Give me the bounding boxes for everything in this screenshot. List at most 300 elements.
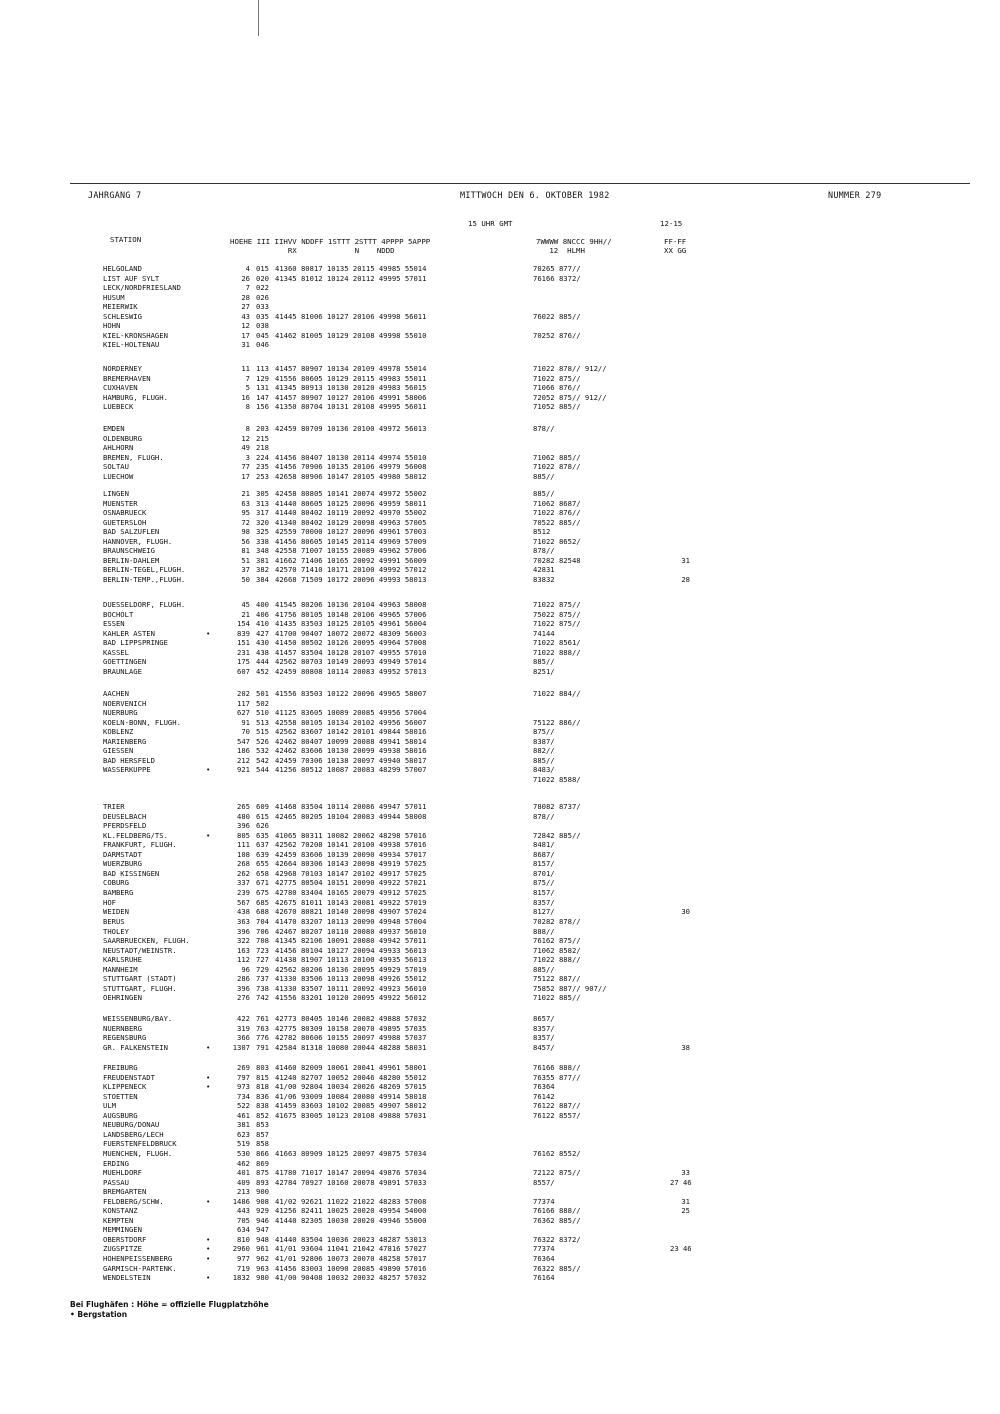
station-number: 688 [256, 907, 269, 917]
table-row [70, 898, 970, 908]
supplementary-groups: 72842 885// [533, 830, 581, 840]
table-row [70, 907, 970, 917]
code-header-line1: HOEHE III IIHVV NDDFF 1STTT 2STTT 4PPPP 5APPP [230, 237, 431, 246]
extra-value: 31 [681, 1196, 690, 1206]
station-height: 4 [245, 264, 250, 273]
station-height: 70 [241, 727, 250, 737]
table-row [70, 424, 970, 434]
station-height: 607 [237, 666, 250, 676]
supplementary-groups: 71062 8687/ [533, 498, 581, 508]
station-height: 11 [241, 364, 250, 373]
synop-groups: 42668 71509 10172 20096 49993 58013 [275, 574, 427, 584]
station-number: 706 [256, 926, 269, 936]
table-row [70, 1197, 970, 1207]
station-number: 723 [256, 945, 269, 955]
supplementary-groups: 885// [533, 471, 555, 481]
station-number: 980 [256, 1273, 269, 1283]
station-height: 438 [237, 907, 250, 917]
table-row [70, 489, 970, 499]
supplementary-groups: 71022 878// [533, 462, 581, 472]
station-number: 026 [256, 292, 269, 302]
station-height: 627 [237, 708, 250, 718]
station-number: 313 [256, 498, 269, 508]
station-height: 276 [237, 993, 250, 1003]
station-name: GARMISCH-PARTENK. [103, 1263, 177, 1273]
supplementary-groups: 76122 8557/ [533, 1110, 581, 1120]
supplementary-groups: 8251/ [533, 666, 555, 676]
table-row [70, 619, 970, 629]
synop-groups: 41/01 93604 11041 21042 47816 57027 [275, 1244, 427, 1254]
station-number: 542 [256, 755, 269, 765]
station-height: 16 [241, 392, 250, 402]
table-row [70, 993, 970, 1003]
station-height: 95 [241, 508, 250, 518]
supplementary-groups: 76364 [533, 1254, 555, 1263]
table-row [70, 667, 970, 677]
synop-groups: 41470 83207 10113 20090 49948 57004 [275, 917, 427, 926]
station-name: BRAUNSCHWEIG [103, 546, 155, 556]
station-height: 213 [237, 1187, 250, 1197]
table-row [70, 527, 970, 537]
station-height: 396 [237, 926, 250, 936]
station-height: 112 [237, 955, 250, 965]
table-row [70, 499, 970, 509]
station-number: 532 [256, 746, 269, 756]
supplementary-groups: 71022 876// [533, 508, 581, 518]
station-name: ERDING [103, 1158, 129, 1168]
synop-groups: 42782 80606 10155 20097 49988 57037 [275, 1033, 427, 1043]
synop-groups: 41/00 92804 10034 20026 48269 57015 [275, 1082, 427, 1092]
station-name: ULM [103, 1101, 116, 1111]
supplementary-groups: 76142 [533, 1091, 555, 1101]
supplementary-groups: 8357/ [533, 1023, 555, 1033]
table-row [70, 472, 970, 482]
synop-groups: 42465 80205 10104 20083 49944 58008 [275, 811, 427, 821]
station-height: 27 [241, 302, 250, 312]
station-name: CUXHAVEN [103, 383, 138, 393]
table-row [70, 1139, 970, 1149]
table-row [70, 737, 970, 747]
station-number: 875 [256, 1168, 269, 1178]
synop-groups: 41662 71406 10165 20092 49991 56009 [275, 555, 427, 565]
supplementary-groups: 76164 [533, 1273, 555, 1283]
table-row [70, 965, 970, 975]
table-row [70, 1264, 970, 1274]
station-height: 634 [237, 1225, 250, 1235]
table-row [70, 340, 970, 350]
mountain-marker: • [206, 1082, 211, 1092]
station-name: BREMGARTEN [103, 1187, 147, 1197]
supplementary-groups: 71022 875// [533, 619, 581, 629]
station-number: 893 [256, 1177, 269, 1187]
synop-groups: 41440 80402 10119 20092 49970 55002 [275, 508, 427, 518]
station-name: BRAUNLAGE [103, 666, 142, 676]
extra-value: 27 46 [670, 1177, 692, 1187]
station-height: 117 [237, 698, 250, 708]
supplementary-groups: 76162 875// [533, 936, 581, 946]
supplementary-groups: 8701/ [533, 868, 555, 878]
synop-groups: 41240 82707 10052 20046 48280 55012 [275, 1072, 427, 1082]
table-row [70, 859, 970, 869]
synop-groups: 41440 83504 10036 20023 48287 53013 [275, 1234, 427, 1244]
station-name: SCHLESWIG [103, 311, 142, 321]
supplementary-groups: 8457/ [533, 1042, 555, 1052]
table-row [70, 462, 970, 472]
station-height: 154 [237, 619, 250, 629]
station-number: 317 [256, 508, 269, 518]
supplementary-groups: 875// [533, 727, 555, 737]
station-name: KEMPTEN [103, 1215, 134, 1225]
synop-groups: 41459 83603 10102 20085 49907 58012 [275, 1101, 427, 1111]
synop-groups: 41440 80605 10125 20096 49959 58011 [275, 498, 427, 508]
station-number: 253 [256, 471, 269, 481]
station-name: SOLTAU [103, 462, 129, 472]
volume-label: JAHRGANG 7 [88, 190, 142, 200]
station-name: FRANKFURT, FLUGH. [103, 840, 177, 850]
supplementary-groups: 71066 876// [533, 383, 581, 393]
table-row [70, 927, 970, 937]
station-number: 658 [256, 868, 269, 878]
mountain-marker: • [206, 1273, 211, 1283]
synop-groups: 41756 80105 10148 20106 49965 57006 [275, 609, 427, 619]
station-number: 791 [256, 1042, 269, 1052]
table-row [70, 831, 970, 841]
supplementary-groups: 70282 878// [533, 917, 581, 926]
station-height: 212 [237, 755, 250, 765]
station-number: 384 [256, 574, 269, 584]
extra-value: 38 [681, 1042, 690, 1052]
supplementary-groups: 74144 [533, 628, 555, 638]
supplementary-groups: 72122 875// [533, 1168, 581, 1178]
synop-groups: 41457 80907 10134 20109 49978 55014 [275, 364, 427, 373]
report-sheet [70, 183, 970, 1299]
supplementary-groups: 71022 888// [533, 647, 581, 657]
station-number: 035 [256, 311, 269, 321]
synop-groups: 42458 80805 10141 20074 49972 55002 [275, 489, 427, 498]
supplementary-groups: 76322 8372/ [533, 1234, 581, 1244]
station-number: 836 [256, 1091, 269, 1101]
station-number: 218 [256, 443, 269, 453]
station-number: 526 [256, 736, 269, 746]
synop-groups: 41438 81907 10113 20100 49935 56013 [275, 955, 427, 965]
table-row [70, 775, 970, 785]
station-height: 268 [237, 859, 250, 869]
station-height: 623 [237, 1129, 250, 1139]
station-name: HELGOLAND [103, 264, 142, 273]
station-height: 31 [241, 340, 250, 350]
supplementary-groups: 71052 885// [533, 402, 581, 412]
synop-groups: 42775 80504 10151 20090 49922 57021 [275, 878, 427, 888]
station-height: 163 [237, 945, 250, 955]
supplementary-groups: 878// [533, 811, 555, 821]
right-header-line1: FF-FF [664, 237, 687, 246]
supplementary-groups: 70522 885// [533, 517, 581, 527]
station-name: HOHN [103, 321, 121, 331]
station-number: 305 [256, 489, 269, 498]
synop-groups: 42558 80105 10134 20102 49956 56007 [275, 717, 427, 727]
synop-groups: 42570 71410 10171 20100 49992 57012 [275, 565, 427, 575]
table-row [70, 1178, 970, 1188]
station-height: 1307 [232, 1042, 250, 1052]
station-number: 704 [256, 917, 269, 926]
station-number: 742 [256, 993, 269, 1003]
station-name: REGENSBURG [103, 1033, 147, 1043]
station-name: OSNABRUECK [103, 508, 147, 518]
station-number: 022 [256, 283, 269, 293]
table-row [70, 955, 970, 965]
station-number: 382 [256, 565, 269, 575]
station-number: 609 [256, 802, 269, 811]
station-height: 522 [237, 1101, 250, 1111]
synop-groups: 42562 80703 10149 20093 49949 57014 [275, 657, 427, 667]
station-name: FELDBERG/SCHW. [103, 1196, 164, 1206]
station-height: 322 [237, 936, 250, 946]
station-name: KLIPPENECK [103, 1082, 147, 1092]
station-height: 43 [241, 311, 250, 321]
footnote-airports: Bei Flughäfen : Höhe = offizielle Flugplatzhöhe [70, 1300, 269, 1309]
table-row [70, 374, 970, 384]
synop-groups: 42467 80207 10110 20080 49937 56010 [275, 926, 427, 936]
station-height: 175 [237, 657, 250, 667]
station-name: LIST AUF SYLT [103, 273, 160, 283]
station-name: SAARBRUECKEN, FLUGH. [103, 936, 190, 946]
station-number: 818 [256, 1082, 269, 1092]
station-height: 363 [237, 917, 250, 926]
station-height: 81 [241, 546, 250, 556]
synop-groups: 42459 80808 10114 20083 49952 57013 [275, 666, 427, 676]
station-height: 50 [241, 574, 250, 584]
station-number: 815 [256, 1072, 269, 1082]
synop-groups: 41780 71017 10147 20094 49876 57034 [275, 1168, 427, 1178]
table-row [70, 1092, 970, 1102]
station-height: 51 [241, 555, 250, 565]
synop-groups: 41256 82411 10025 20020 49954 54000 [275, 1206, 427, 1216]
supplementary-groups: 8357/ [533, 1033, 555, 1043]
code-header-line2: RX N NDDD [230, 246, 395, 255]
table-row [70, 648, 970, 658]
supplementary-groups: 75852 887// 907// [533, 983, 607, 993]
synop-groups: 41340 80402 10129 20098 49963 57005 [275, 517, 427, 527]
table-row [70, 264, 970, 274]
station-height: 231 [237, 647, 250, 657]
station-height: 422 [237, 1014, 250, 1023]
supplementary-groups: 8157/ [533, 859, 555, 869]
station-height: 239 [237, 887, 250, 897]
synop-groups: 41330 83507 10111 20092 49923 56010 [275, 983, 427, 993]
group2-header-line2: 12 HLMH [536, 246, 585, 255]
footnotes [70, 1300, 269, 1320]
synop-groups: 41350 80704 10131 20108 49995 56011 [275, 402, 427, 412]
station-height: 2960 [232, 1244, 250, 1254]
synop-groups: 41457 80907 10127 20106 49991 58006 [275, 392, 427, 402]
station-height: 56 [241, 536, 250, 546]
station-name: MUENCHEN, FLUGH. [103, 1148, 173, 1158]
station-number: 033 [256, 302, 269, 312]
station-number: 430 [256, 638, 269, 648]
station-name: STUTTGART, FLUGH. [103, 983, 177, 993]
station-name: BERLIN-TEMP.,FLUGH. [103, 574, 186, 584]
station-name: HOF [103, 897, 116, 907]
station-height: 409 [237, 1177, 250, 1187]
synop-groups: 41700 90407 10072 20072 48309 56003 [275, 628, 427, 638]
station-height: 396 [237, 821, 250, 831]
station-number: 513 [256, 717, 269, 727]
table-row [70, 575, 970, 585]
table-row [70, 312, 970, 322]
supplementary-groups: 882// [533, 746, 555, 756]
station-name: GUETERSLOH [103, 517, 147, 527]
supplementary-groups: 71022 8588/ [533, 774, 581, 784]
station-name: BAD LIPPSPRINGE [103, 638, 168, 648]
supplementary-groups: 71062 885// [533, 452, 581, 462]
station-number: 961 [256, 1244, 269, 1254]
table-row [70, 869, 970, 879]
supplementary-groups: 71022 875// [533, 600, 581, 609]
station-name: NEUBURG/DONAU [103, 1120, 160, 1130]
station-name: LECK/NORDFRIESLAND [103, 283, 181, 293]
supplementary-groups: 77374 [533, 1244, 555, 1254]
station-height: 734 [237, 1091, 250, 1101]
table-row [70, 974, 970, 984]
station-number: 655 [256, 859, 269, 869]
station-number: 866 [256, 1148, 269, 1158]
station-name: KOBLENZ [103, 727, 134, 737]
station-number: 900 [256, 1187, 269, 1197]
supplementary-groups: 72052 875// 912// [533, 392, 607, 402]
supplementary-groups: 71022 875// [533, 373, 581, 383]
supplementary-groups: 878// [533, 546, 555, 556]
table-row [70, 508, 970, 518]
synop-groups: 41456 80104 10127 20094 49933 56013 [275, 945, 427, 955]
station-name: NUERNBERG [103, 1023, 142, 1033]
table-row [70, 1187, 970, 1197]
synop-groups: 41345 82106 10091 20080 49942 57011 [275, 936, 427, 946]
station-height: 567 [237, 897, 250, 907]
table-row [70, 657, 970, 667]
extra-value: 23 46 [670, 1244, 692, 1254]
station-name: GR. FALKENSTEIN [103, 1042, 168, 1052]
station-name: NOERVENICH [103, 698, 147, 708]
station-height: 72 [241, 517, 250, 527]
station-height: 17 [241, 471, 250, 481]
station-name: HOHENPEISSENBERG [103, 1254, 173, 1263]
station-number: 215 [256, 433, 269, 443]
synop-groups: 42670 80821 10140 20098 49907 57024 [275, 907, 427, 917]
station-name: MANNHEIM [103, 964, 138, 974]
station-name: KASSEL [103, 647, 129, 657]
mountain-marker: • [206, 1234, 211, 1244]
supplementary-groups: 70252 876// [533, 330, 581, 340]
station-name: BAMBERG [103, 887, 134, 897]
issue-number: NUMMER 279 [828, 190, 882, 200]
table-row [70, 1130, 970, 1140]
synop-groups: 41456 80407 10130 20114 49974 55010 [275, 452, 427, 462]
station-name: NORDERNEY [103, 364, 142, 373]
station-header: STATION [110, 235, 142, 244]
station-number: 857 [256, 1129, 269, 1139]
supplementary-groups: 71022 888// [533, 955, 581, 965]
station-height: 366 [237, 1033, 250, 1043]
table-row [70, 1225, 970, 1235]
synop-groups: 41345 80913 10130 20120 49983 56015 [275, 383, 427, 393]
supplementary-groups: 71022 878// 912// [533, 364, 607, 373]
table-row [70, 689, 970, 699]
station-height: 49 [241, 443, 250, 453]
station-number: 737 [256, 974, 269, 984]
synop-groups: 41360 80817 10135 20115 49985 55014 [275, 264, 427, 273]
table-row [70, 293, 970, 303]
table-row [70, 610, 970, 620]
synop-groups: 42784 70927 10160 20078 49891 57033 [275, 1177, 427, 1187]
station-number: 853 [256, 1120, 269, 1130]
table-row [70, 565, 970, 575]
station-number: 203 [256, 424, 269, 433]
mountain-marker: • [206, 830, 211, 840]
table-row [70, 537, 970, 547]
station-name: GIESSEN [103, 746, 134, 756]
supplementary-groups: 76122 887// [533, 1101, 581, 1111]
supplementary-groups: 885// [533, 964, 555, 974]
table-row [70, 383, 970, 393]
synop-groups: 41065 80311 10082 20062 48298 57016 [275, 830, 427, 840]
station-name: THOLEY [103, 926, 129, 936]
table-row [70, 1063, 970, 1073]
station-height: 319 [237, 1023, 250, 1033]
station-name: BOCHOLT [103, 609, 134, 619]
station-name: AHLHORN [103, 443, 134, 453]
station-name: FREIBURG [103, 1063, 138, 1072]
station-height: 480 [237, 811, 250, 821]
station-name: LINGEN [103, 489, 129, 498]
station-number: 635 [256, 830, 269, 840]
table-row [70, 321, 970, 331]
station-name: COBURG [103, 878, 129, 888]
table-row [70, 946, 970, 956]
station-number: 639 [256, 849, 269, 859]
supplementary-groups: 76166 8372/ [533, 273, 581, 283]
station-height: 286 [237, 974, 250, 984]
station-number: 131 [256, 383, 269, 393]
station-height: 265 [237, 802, 250, 811]
table-row [70, 1273, 970, 1283]
table-row [70, 1216, 970, 1226]
station-number: 444 [256, 657, 269, 667]
station-number: 776 [256, 1033, 269, 1043]
supplementary-groups: 885// [533, 489, 555, 498]
station-number: 438 [256, 647, 269, 657]
station-name: OLDENBURG [103, 433, 142, 443]
synop-groups: 41/00 90408 10032 20032 48257 57032 [275, 1273, 427, 1283]
table-row [70, 802, 970, 812]
synop-groups: 42968 70103 10147 20102 49917 57025 [275, 868, 427, 878]
table-row [70, 1235, 970, 1245]
station-name: AUGSBURG [103, 1110, 138, 1120]
station-number: 675 [256, 887, 269, 897]
station-name: KARLSRUHE [103, 955, 142, 965]
station-number: 803 [256, 1063, 269, 1072]
supplementary-groups: 8387/ [533, 736, 555, 746]
mountain-marker: • [206, 765, 211, 775]
station-name: MARIENBERG [103, 736, 147, 746]
synop-groups: 42459 80709 10136 20100 49972 56013 [275, 424, 427, 433]
station-number: 156 [256, 402, 269, 412]
synop-groups: 42675 81011 10143 20081 49922 57019 [275, 897, 427, 907]
supplementary-groups: 70265 877// [533, 264, 581, 273]
station-name: PASSAU [103, 1177, 129, 1187]
synop-groups: 42773 80405 10146 20082 49888 57032 [275, 1014, 427, 1023]
station-name: STOETTEN [103, 1091, 138, 1101]
station-number: 727 [256, 955, 269, 965]
